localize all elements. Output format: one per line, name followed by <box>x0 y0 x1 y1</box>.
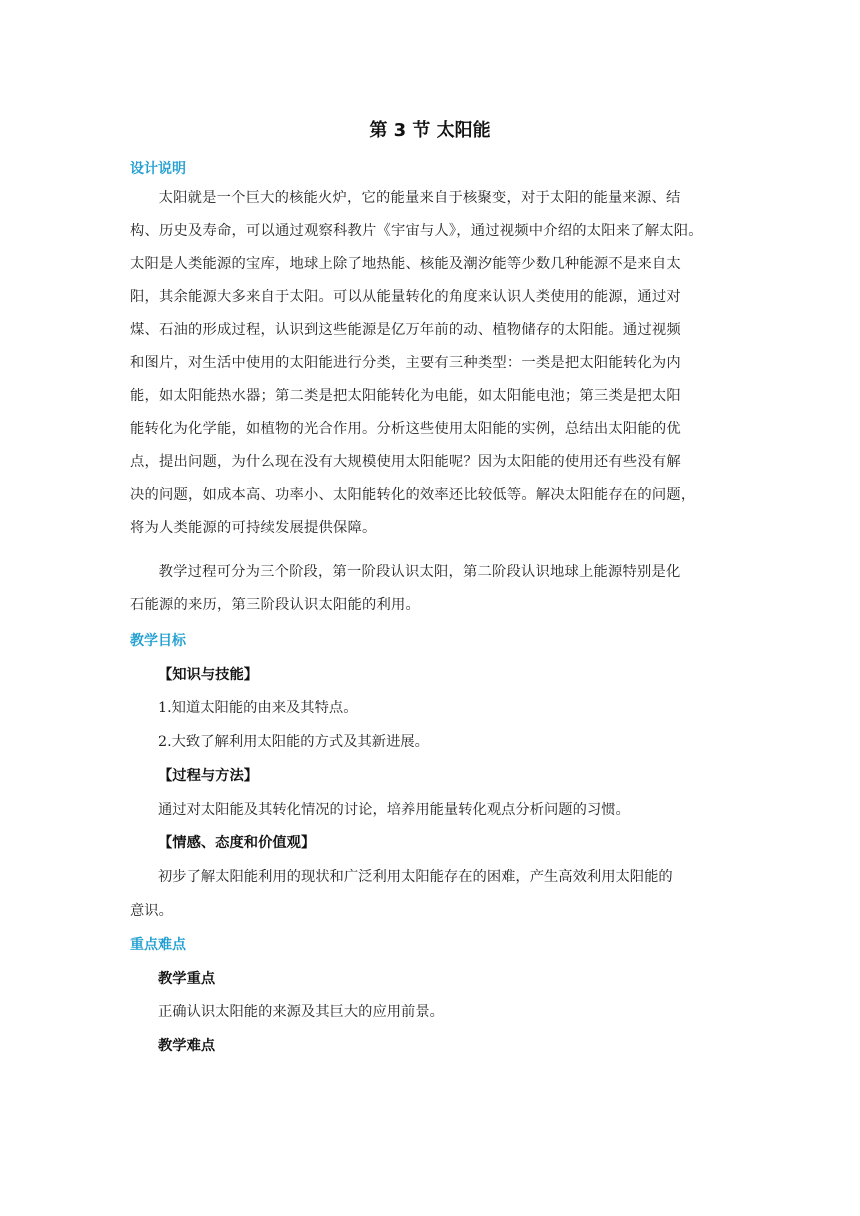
goal-knowledge-item: 1.知道太阳能的由来及其特点。 <box>158 700 358 716</box>
section-heading-goals: 教学目标 <box>130 633 186 649</box>
goal-emotion-text: 意识。 <box>130 903 173 919</box>
goal-process-label: 【过程与方法】 <box>158 768 259 784</box>
key-focus-text: 正确认识太阳能的来源及其巨大的应用前景。 <box>158 1004 444 1020</box>
goal-emotion-text: 初步了解太阳能利用的现状和广泛利用太阳能存在的困难，产生高效利用太阳能的 <box>158 869 673 885</box>
text-line: 能，如太阳能热水器；第二类是把太阳能转化为电能，如太阳能电池；第三类是把太阳 <box>130 388 681 404</box>
document-title: 第 3 节 太阳能 <box>369 120 491 141</box>
text-line: 和图片，对生活中使用的太阳能进行分类，主要有三种类型：一类是把太阳能转化为内 <box>130 355 681 371</box>
text-line: 太阳是人类能源的宝库，地球上除了地热能、核能及潮汐能等少数几种能源不是来自太 <box>130 256 681 272</box>
text-line: 石能源的来历，第三阶段认识太阳能的利用。 <box>130 597 420 613</box>
key-focus-label: 教学重点 <box>158 971 216 987</box>
text-line: 构、历史及寿命，可以通过观察科教片《宇宙与人》，通过视频中介绍的太阳来了解太阳。 <box>130 223 703 239</box>
goal-emotion-label: 【情感、态度和价值观】 <box>158 835 316 851</box>
goal-knowledge-label: 【知识与技能】 <box>158 667 259 683</box>
text-line: 太阳就是一个巨大的核能火炉，它的能量来自于核聚变，对于太阳的能量来源、结 <box>158 190 681 206</box>
section-heading-key: 重点难点 <box>130 937 186 953</box>
text-line: 将为人类能源的可持续发展提供保障。 <box>130 520 377 536</box>
goal-process-text: 通过对太阳能及其转化情况的讨论，培养用能量转化观点分析问题的习惯。 <box>158 802 630 818</box>
text-line: 煤、石油的形成过程，认识到这些能源是亿万年前的动、植物储存的太阳能。通过视频 <box>130 322 681 338</box>
text-line: 阳，其余能源大多来自于太阳。可以从能量转化的角度来认识人类使用的能源，通过对 <box>130 289 681 305</box>
text-line: 能转化为化学能，如植物的光合作用。分析这些使用太阳能的实例，总结出太阳能的优 <box>130 421 681 437</box>
key-difficulty-label: 教学难点 <box>158 1038 216 1054</box>
section-heading-design: 设计说明 <box>130 161 186 177</box>
text-line: 点，提出问题，为什么现在没有大规模使用太阳能呢？因为太阳能的使用还有些没有解 <box>130 454 681 470</box>
text-line: 教学过程可分为三个阶段，第一阶段认识太阳，第二阶段认识地球上能源特别是化 <box>158 564 681 580</box>
design-paragraph-1 <box>130 182 730 545</box>
goal-knowledge-item: 2.大致了解利用太阳能的方式及其新进展。 <box>158 734 429 750</box>
design-paragraph-2 <box>130 556 730 622</box>
text-line: 决的问题，如成本高、功率小、太阳能转化的效率还比较低等。解决太阳能存在的问题， <box>130 487 696 503</box>
